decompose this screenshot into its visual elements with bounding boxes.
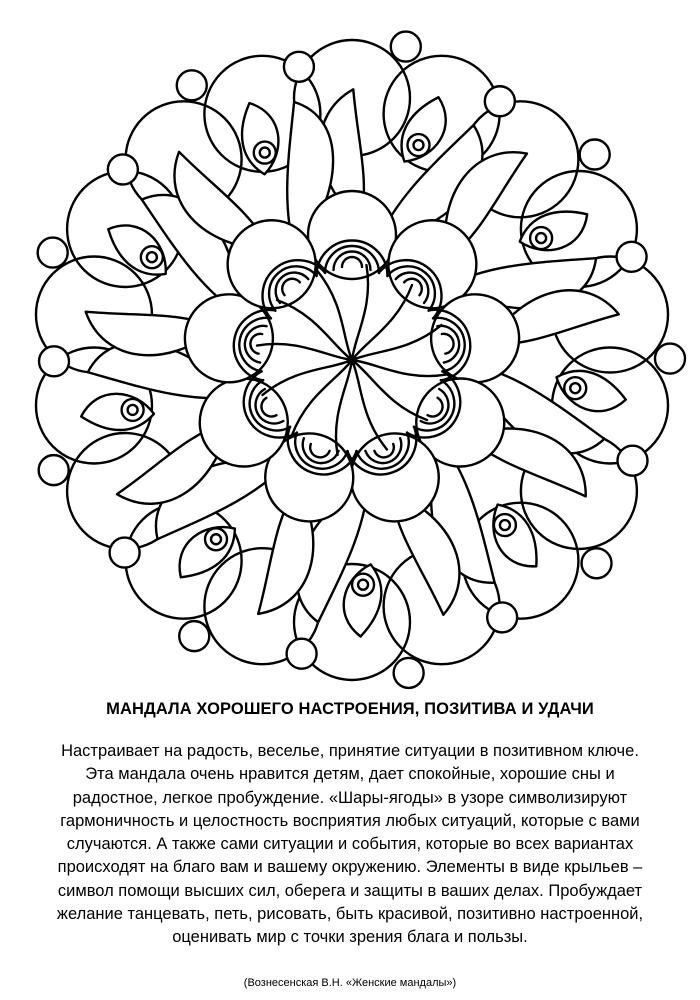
berry-circle — [287, 639, 317, 669]
berry-circle — [39, 346, 69, 376]
berry-circle — [177, 70, 207, 100]
berry-circle — [655, 344, 685, 374]
description-line: оценивать мир с точки зрения блага и пользы. — [172, 928, 528, 947]
ball-outline — [308, 191, 396, 279]
berry-circle — [110, 538, 140, 568]
berry-circle — [394, 658, 424, 688]
description-line: желание танцевать, петь, рисовать, быть красивой, позитивно настроенной, — [56, 905, 644, 924]
description-line: Настраивает на радость, веселье, принятие ситуации в позитивном ключе. — [61, 742, 639, 760]
source-citation: (Вознесенская В.Н. «Женские мандалы») — [243, 977, 457, 989]
page-title: МАНДАЛА ХОРОШЕГО НАСТРОЕНИЯ, ПОЗИТИВА И УДАЧИ — [106, 700, 594, 718]
berry-circle — [485, 86, 515, 116]
berry-circle — [580, 139, 610, 169]
berry-circle — [617, 242, 647, 272]
berry-circle — [108, 154, 138, 184]
berry-circle — [582, 548, 612, 578]
berry-circle — [179, 621, 209, 651]
target-ring — [407, 134, 429, 156]
description-line: случаются. А также сами ситуации и события, которые во всех вариантах — [66, 835, 634, 854]
target-ring — [494, 514, 516, 536]
description-line: радостное, легкое пробуждение. «Шары-ягоды» в узоре символизируют — [72, 788, 628, 807]
berry-circle — [617, 446, 647, 476]
description — [10, 740, 690, 950]
target-ring — [564, 377, 586, 399]
description-line: гармоничность и целостность восприятия любых ситуаций, которые с вами — [60, 811, 640, 830]
striped-ball — [308, 191, 396, 279]
description-line: символ помощи высших сил, оберега и защиты в ваших делах. Пробуждает — [57, 881, 643, 900]
target-ring — [352, 574, 374, 596]
target-ring — [530, 227, 552, 249]
target-ring — [141, 246, 163, 268]
description-line: Эта мандала очень нравится детям, дает спокойные, хорошие сны и — [85, 765, 615, 784]
target-ring — [122, 399, 144, 421]
berry-circle — [38, 238, 68, 268]
target-ring — [254, 142, 276, 164]
berry-circle — [487, 602, 517, 632]
target-ring — [205, 528, 227, 550]
berry-circle — [39, 455, 69, 485]
berry-circle — [391, 32, 421, 62]
description-line: происходят на благо вам и вашему окружению. Элементы в виде крыльев – — [57, 858, 643, 877]
berry-circle — [284, 52, 314, 82]
